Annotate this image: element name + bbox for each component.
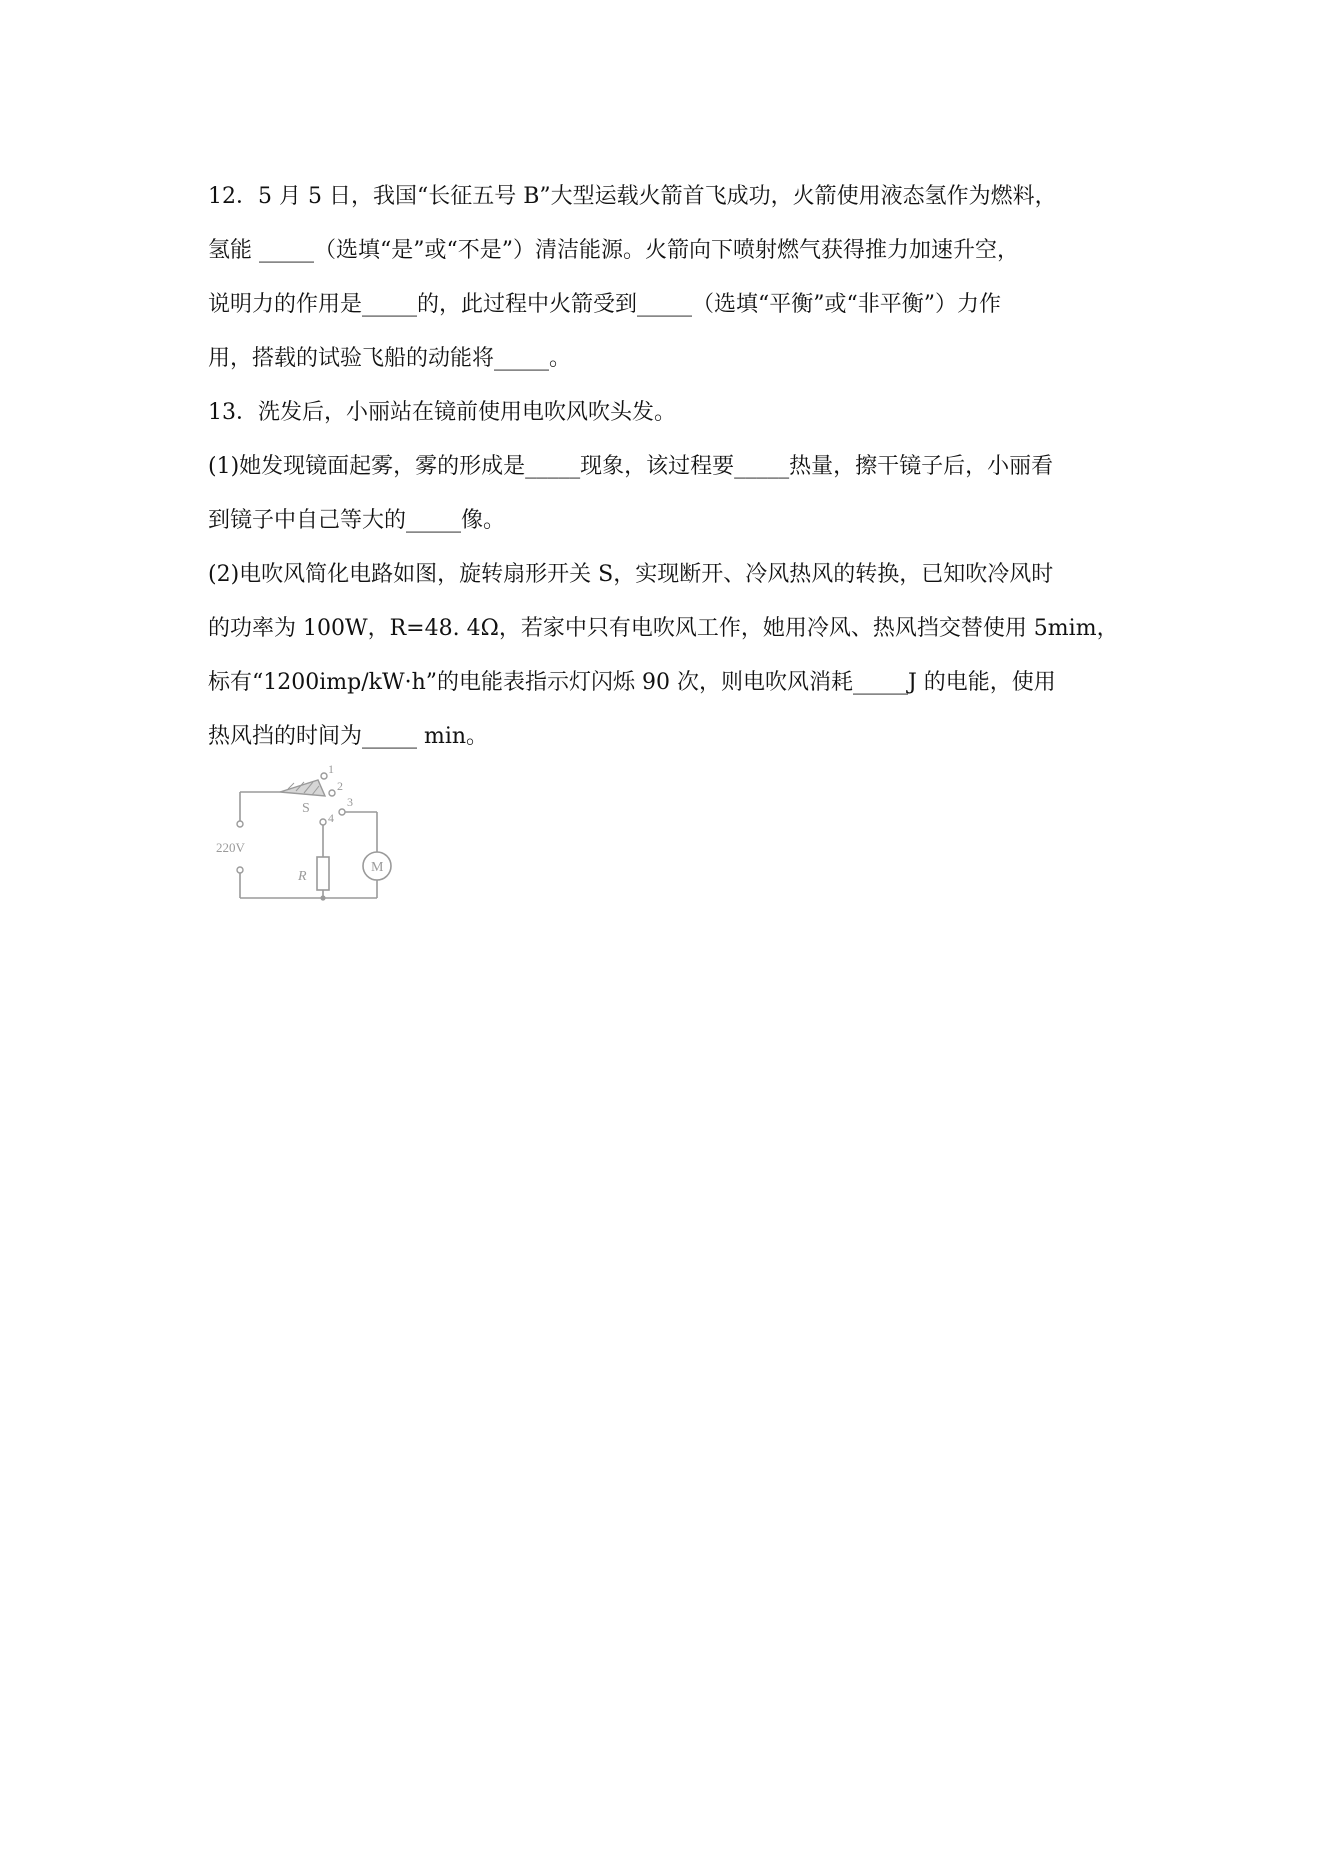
switch-label: S bbox=[302, 801, 310, 816]
terminal-label-2: 2 bbox=[337, 779, 343, 793]
question-13-stem: 13．洗发后，小丽站在镜前使用电吹风吹头发。 bbox=[208, 400, 676, 425]
terminal-label-1: 1 bbox=[328, 762, 334, 776]
supply-terminal-bottom bbox=[237, 867, 243, 873]
question-12-line-1: 12．5 月 5 日，我国“长征五号 B”大型运载火箭首飞成功，火箭使用液态氢作为燃料， bbox=[208, 184, 1057, 209]
resistor-label: R bbox=[298, 869, 307, 884]
question-12-line-2: 氢能 _____（选填“是”或“不是”）清洁能源。火箭向下喷射燃气获得推力加速升空， bbox=[208, 238, 1019, 263]
question-content bbox=[208, 170, 1119, 764]
motor-label: M bbox=[371, 860, 384, 875]
junction-dot bbox=[320, 895, 325, 900]
question-13-part2-line-3: 标有“1200imp/kW·h”的电能表指示灯闪烁 90 次，则电吹风消耗_____J 的电能，使用 bbox=[208, 670, 1056, 695]
question-13-part2-line-1: (2)电吹风简化电路如图，旋转扇形开关 S，实现断开、冷风热风的转换，已知吹冷风时 bbox=[208, 562, 1054, 587]
question-12 bbox=[208, 170, 1108, 386]
question-13-part2-line-4: 热风挡的时间为_____ min。 bbox=[208, 724, 489, 749]
resistor bbox=[317, 857, 329, 890]
switch-contact-1 bbox=[321, 773, 327, 779]
circuit-diagram-svg bbox=[210, 762, 410, 912]
terminal-label-4: 4 bbox=[328, 811, 334, 825]
question-13-part2-line-2: 的功率为 100W，R=48. 4Ω，若家中只有电吹风工作，她用冷风、热风挡交替使用 5mim， bbox=[208, 616, 1119, 641]
terminal-label-3: 3 bbox=[347, 795, 353, 809]
voltage-label: 220V bbox=[216, 840, 245, 855]
circuit-diagram bbox=[210, 762, 410, 912]
question-12-line-3: 说明力的作用是_____的，此过程中火箭受到_____（选填“平衡”或“非平衡”）力作 bbox=[208, 292, 1001, 317]
question-13-part1-line-2: 到镜子中自己等大的_____像。 bbox=[208, 508, 506, 533]
question-13-part1-line-1: (1)她发现镜面起雾，雾的形成是_____现象，该过程要_____热量，擦干镜子后，小丽看 bbox=[208, 454, 1054, 479]
supply-terminal-top bbox=[237, 821, 243, 827]
switch-contact-4 bbox=[320, 819, 326, 825]
question-12-line-4: 用，搭载的试验飞船的动能将_____。 bbox=[208, 346, 572, 371]
switch-contact-3 bbox=[339, 809, 345, 815]
question-13 bbox=[208, 386, 1119, 764]
sector-switch bbox=[280, 780, 325, 796]
switch-contact-2 bbox=[329, 790, 335, 796]
